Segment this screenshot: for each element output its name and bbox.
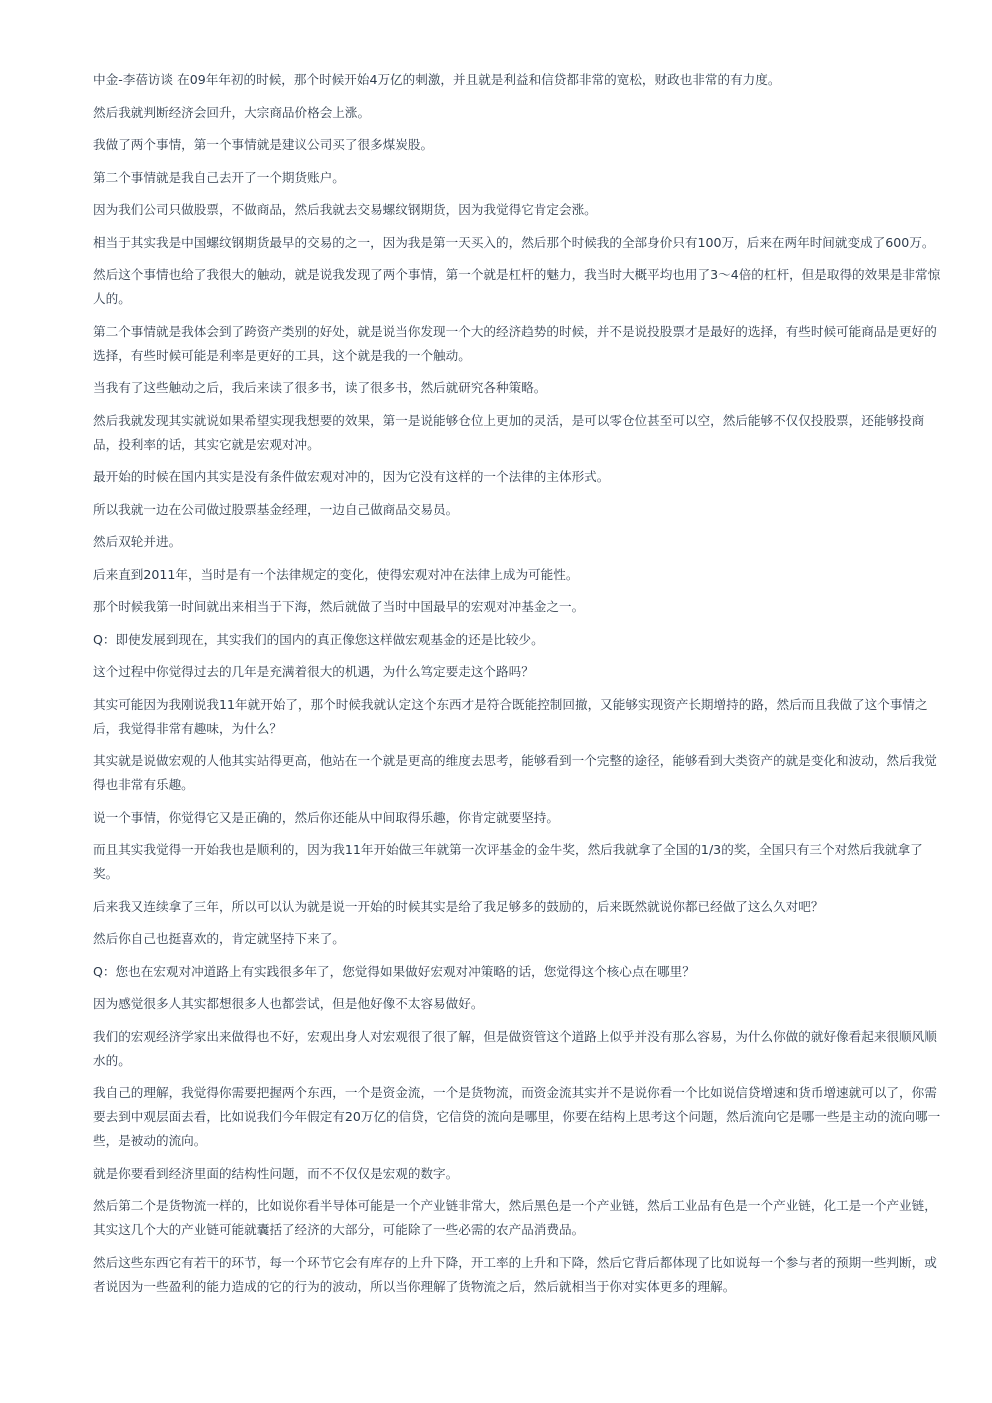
paragraph: 后来我又连续拿了三年，所以可以认为就是说一开始的时候其实是给了我足够多的鼓励的，后来既然就说你都已经做了这么久对吧？	[93, 898, 824, 914]
document-body	[93, 68, 943, 1307]
paragraph: 这个过程中你觉得过去的几年是充满着很大的机遇，为什么笃定要走这个路吗？	[93, 664, 534, 679]
paragraph: 那个时候我第一时间就出来相当于下海，然后就做了当时中国最早的宏观对冲基金之一。	[93, 599, 585, 614]
paragraph: 然后我就判断经济会回升，大宗商品价格会上涨。	[93, 104, 371, 120]
paragraph: 说一个事情，你觉得它又是正确的，然后你还能从中间取得乐趣，你肯定就要坚持。	[93, 809, 559, 825]
paragraph: 其实可能因为我刚说我11年就开始了，那个时候我就认定这个东西才是符合既能控制回撤，又能够实现资产长期增持的路，然后而且我做了这个事情之后，我觉得非常有趣味，为什么？	[93, 696, 928, 736]
paragraph: 第二个事情就是我自己去开了一个期货账户。	[93, 169, 345, 185]
question-paragraph: Q：您也在宏观对冲道路上有实践很多年了，您觉得如果做好宏观对冲策略的话，您觉得这个核心点在哪里？	[93, 963, 695, 979]
paragraph: 因为感觉很多人其实都想很多人也都尝试，但是他好像不太容易做好。	[93, 996, 484, 1011]
paragraph: 因为我们公司只做股票，不做商品，然后我就去交易螺纹钢期货，因为我觉得它肯定会涨。	[93, 202, 597, 217]
paragraph: 然后你自己也挺喜欢的，肯定就坚持下来了。	[93, 931, 345, 946]
paragraph: 相当于其实我是中国螺纹钢期货最早的交易的之一，因为我是第一天买入的，然后那个时候我的全部身价只有100万，后来在两年时间就变成了600万。	[93, 234, 935, 250]
paragraph: 其实就是说做宏观的人他其实站得更高，他站在一个就是更高的维度去思考，能够看到一个完整的途径，能够看到大类资产的就是变化和波动，然后我觉得也非常有乐趣。	[93, 753, 937, 792]
question-paragraph: Q：即使发展到现在，其实我们的国内的真正像您这样做宏观基金的还是比较少。	[93, 631, 544, 647]
paragraph: 中金-李蓓访谈 在09年年初的时候，那个时候开始4万亿的刺激，并且就是利益和信贷都非常的宽松，财政也非常的有力度。	[93, 72, 781, 87]
paragraph: 所以我就一边在公司做过股票基金经理，一边自己做商品交易员。	[93, 501, 459, 517]
paragraph: 我自己的理解，我觉得你需要把握两个东西，一个是资金流，一个是货物流，而资金流其实并不是说你看一个比如说信贷增速和货币增速就可以了，你需要去到中观层面去看，比如说我们今年假定有20万亿的信贷，它信贷的流向是哪里，你要在结构上思考这个问题，然后流向它是哪一些是主动的流向哪一些，是被动的流向。	[93, 1085, 941, 1148]
paragraph: 最开始的时候在国内其实是没有条件做宏观对冲的，因为它没有这样的一个法律的主体形式。	[93, 469, 610, 484]
paragraph: 我们的宏观经济学家出来做得也不好，宏观出身人对宏观很了很了解，但是做资管这个道路上似乎并没有那么容易，为什么你做的就好像看起来很顺风顺水的。	[93, 1028, 937, 1068]
paragraph: 我做了两个事情，第一个事情就是建议公司买了很多煤炭股。	[93, 137, 434, 152]
paragraph: 然后这个事情也给了我很大的触动，就是说我发现了两个事情，第一个就是杠杆的魅力，我当时大概平均也用了3～4倍的杠杆，但是取得的效果是非常惊人的。	[93, 267, 941, 306]
paragraph: 然后这些东西它有若干的环节，每一个环节它会有库存的上升下降，开工率的上升和下降，然后它背后都体现了比如说每一个参与者的预期一些判断，或者说因为一些盈利的能力造成的它的行为的波动，所以当你理解了货物流之后，然后就相当于你对实体更多的理解。	[93, 1254, 937, 1294]
paragraph: 当我有了这些触动之后，我后来读了很多书，读了很多书，然后就研究各种策略。	[93, 380, 547, 395]
paragraph: 后来直到2011年，当时是有一个法律规定的变化，使得宏观对冲在法律上成为可能性。	[93, 566, 579, 582]
paragraph: 就是你要看到经济里面的结构性问题，而不不仅仅是宏观的数字。	[93, 1165, 459, 1181]
paragraph: 第二个事情就是我体会到了跨资产类别的好处，就是说当你发现一个大的经济趋势的时候，并不是说投股票才是最好的选择，有些时候可能商品是更好的选择，有些时候可能是利率是更好的工具，这个就是我的一个触动。	[93, 323, 937, 363]
paragraph: 然后双轮并进。	[93, 534, 182, 549]
paragraph: 而且其实我觉得一开始我也是顺利的，因为我11年开始做三年就第一次评基金的金牛奖，然后我就拿了全国的1/3的奖，全国只有三个对然后我就拿了奖。	[93, 842, 923, 881]
paragraph: 然后第二个是货物流一样的，比如说你看半导体可能是一个产业链非常大，然后黑色是一个产业链，然后工业品有色是一个产业链，化工是一个产业链，其实这几个大的产业链可能就囊括了经济的大部分，可能除了一些必需的农产品消费品。	[93, 1198, 937, 1237]
paragraph: 然后我就发现其实就说如果希望实现我想要的效果，第一是说能够仓位上更加的灵活，是可以零仓位甚至可以空，然后能够不仅仅投股票，还能够投商品，投利率的话，其实它就是宏观对冲。	[93, 412, 925, 452]
